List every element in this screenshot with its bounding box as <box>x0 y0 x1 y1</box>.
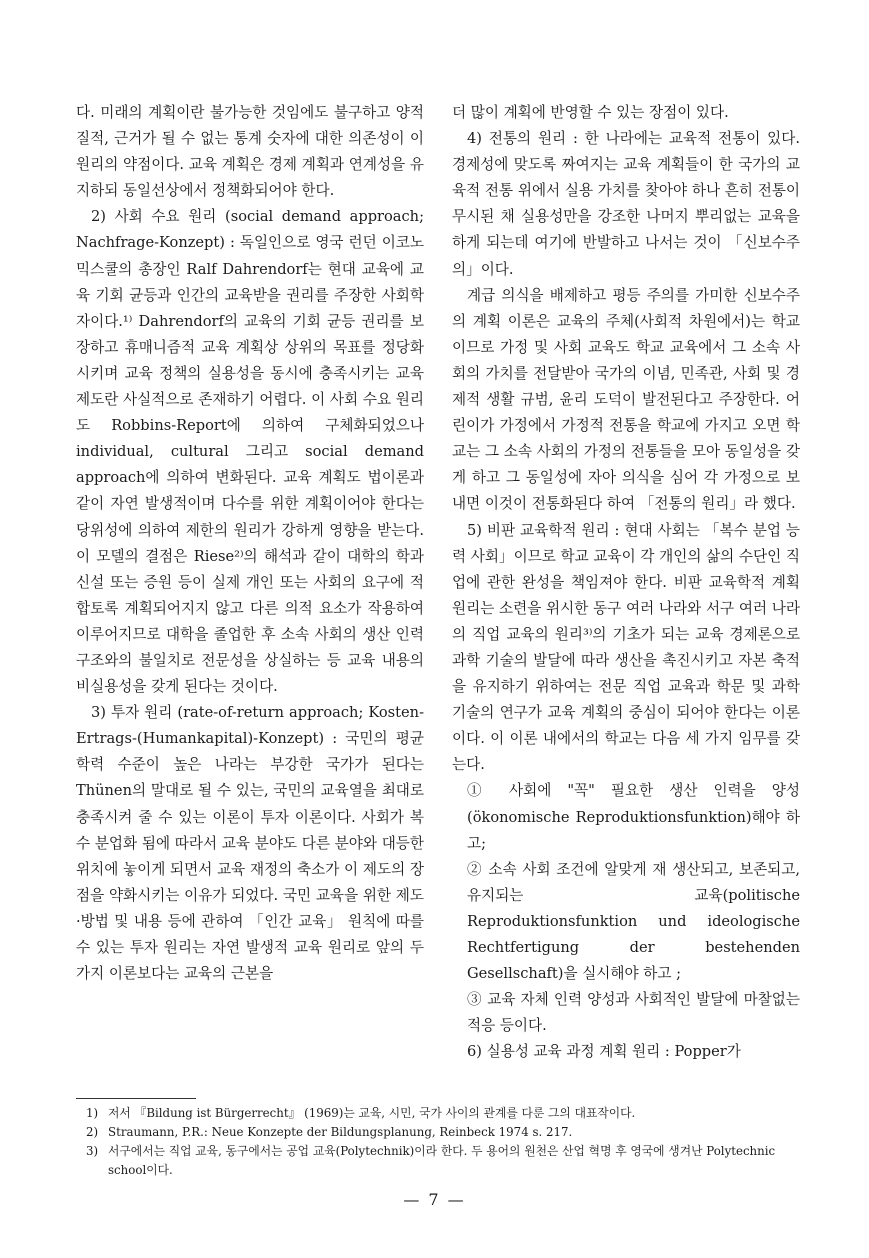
left-column <box>76 100 424 987</box>
right-para-3: 5) 비판 교육학적 원리 : 현대 사회는 「복수 분업 능력 사회」이므로 학교 교육이 각 개인의 삶의 수단인 직업에 관한 완성을 책임져야 한다. 비판 교육학적 계획 원리는 소련을 위시한 동구 여러 나라와 서구 여러 나라의 직업 교육의 원리³⁾의 기초가 되는 교육 경제론으로 과학 기술의 발달에 따라 생산을 촉진시키고 자본 축적을 유지하기 위하여는 전문 직업 교육과 학문 및 과학 기술의 연구가 교육 계획의 중심이 되어야 한다는 이론이다. 이 이론 내에서의 학교는 다음 세 가지 임무를 갖는다. <box>452 521 800 774</box>
right-list-item-3: ③ 교육 자체 인력 양성과 사회적인 발달에 마찰없는 적응 등이다. <box>467 991 800 1035</box>
footnote-text: Straumann, P.R.: Neue Konzepte der Bildungsplanung, Reinbeck 1974 s. 217. <box>108 1125 573 1139</box>
footnote-2 <box>86 1123 812 1142</box>
right-para-2: 계급 의식을 배제하고 평등 주의를 가미한 신보수주의 계획 이론은 교육의 주체(사회적 차원에서)는 학교이므로 가정 및 사회 교육도 학교 교육에서 그 소속 사회의 가치를 전달받아 국가의 이념, 민족관, 사회 및 경제적 생활 규범, 윤리 도덕이 발전된다고 주장한다. 어린이가 가정에서 가정적 전통을 학교에 가지고 오면 학교는 그 소속 사회의 가정의 전통들을 모아 동일성을 갖게 하고 그 동일성에 자아 의식을 심어 각 가정으로 보내면 이것이 전통화된다 하여 「전통의 원리」라 했다. <box>452 286 800 513</box>
footnote-number: 1) <box>86 1106 99 1120</box>
footnote-text: 서구에서는 직업 교육, 동구에서는 공업 교육(Polytechnik)이라 한다. 두 용어의 원천은 산업 혁명 후 영국에 생겨난 Polytechnic school이다. <box>108 1144 776 1177</box>
footnote-3 <box>86 1142 812 1180</box>
left-para-2: 3) 투자 원리 (rate-of-return approach; Kosten-Ertrags-(Humankapital)-Konzept) : 국민의 평균 학력 수준이 높은 나라는 부강한 국가가 된다는 Thünen의 말대로 될 수 있는, 국민의 교육열을 최대로 충족시켜 줄 수 있는 이론이 투자 이론이다. 사회가 복수 분업화 됨에 따라서 교육 분야도 다른 분야와 대등한 위치에 놓이게 되면서 교육 재정의 축소가 이 제도의 장점을 약화시키는 이유가 되었다. 국민 교육을 위한 제도·방법 및 내용 등에 관하여 「인간 교육」 원칙에 따를 수 있는 투자 원리는 자연 발생적 교육 원리로 앞의 두 가지 이론보다는 교육의 근본을 <box>76 704 424 983</box>
footnote-number: 2) <box>86 1125 99 1139</box>
right-para-0: 더 많이 계획에 반영할 수 있는 장점이 있다. <box>452 104 729 121</box>
page-number: — 7 — <box>403 1190 466 1209</box>
footnote-text: 저서 『Bildung ist Bürgerrecht』 (1969)는 교육, 시민, 국가 사이의 관계를 다룬 그의 대표작이다. <box>108 1106 636 1120</box>
footnote-1 <box>86 1104 812 1123</box>
right-list-item-2: ② 소속 사회 조건에 알맞게 재 생산되고, 보존되고, 유지되는 교육(politische Reproduktionsfunktion und ideologische Rechtfertigung der bestehenden Gesellschaft)을 실시해야 하고 ; <box>467 860 800 983</box>
right-para-1: 4) 전통의 원리 : 한 나라에는 교육적 전통이 있다. 경제성에 맞도록 짜여지는 교육 계획들이 한 국가의 교육적 전통 위에서 실용 가치를 찾아야 하나 흔히 전통이 무시된 채 실용성만을 강조한 나머지 뿌리없는 교육을 하게 되는데 여기에 반발하고 나서는 것이 「신보수주의」이다. <box>452 130 800 278</box>
left-para-0: 다. 미래의 계획이란 불가능한 것임에도 불구하고 양적 질적, 근거가 될 수 없는 통계 숫자에 대한 의존성이 이 원리의 약점이다. 교육 계획은 경제 계획과 연계성을 유지하되 동일선상에서 정책화되어야 한다. <box>76 104 424 200</box>
right-column <box>452 100 800 1065</box>
footnote-number: 3) <box>86 1144 99 1158</box>
footnote-divider <box>76 1098 196 1099</box>
right-para-7: 6) 실용성 교육 과정 계획 원리 : Popper가 <box>467 1043 741 1061</box>
footnotes <box>86 1104 812 1180</box>
left-para-1: 2) 사회 수요 원리 (social demand approach; Nachfrage-Konzept) : 독일인으로 영국 런던 이코노믹스쿨의 총장인 Ralf Dahrendorf는 현대 교육에 교육 기회 균등과 인간의 교육받을 권리를 주장한 사회학자이다.¹⁾ Dahrendorf의 교육의 기회 균등 권리를 보장하고 휴매니즘적 교육 계획상 상위의 목표를 정당화시키며 교육 정책의 실용성을 동시에 충족시키는 교육 제도란 사실적으로 존재하기 어렵다. 이 사회 수요 원리도 Robbins-Report에 의하여 구체화되었으나 individual, cultural 그리고 social demand approach에 의하여 변화된다. 교육 계획도 법이론과 같이 자연 발생적이며 다수를 위한 계획이어야 한다는 당위성에 의하여 제한의 원리가 강하게 영향을 받는다. 이 모델의 결점은 Riese²⁾의 해석과 같이 대학의 학과 신설 또는 증원 등이 실제 개인 또는 사회의 요구에 적합토록 계획되어지지 않고 다른 의적 요소가 작용하여 이루어지므로 대학을 졸업한 후 소속 사회의 생산 인력 구조와의 불일치로 전문성을 상실하는 등 교육 내용의 비실용성을 갖게 된다는 것이다. <box>76 208 424 696</box>
right-list-item-1: ① 사회에 "꼭" 필요한 생산 인력을 양성(ökonomische Reproduktionsfunktion)해야 하고; <box>467 782 800 852</box>
